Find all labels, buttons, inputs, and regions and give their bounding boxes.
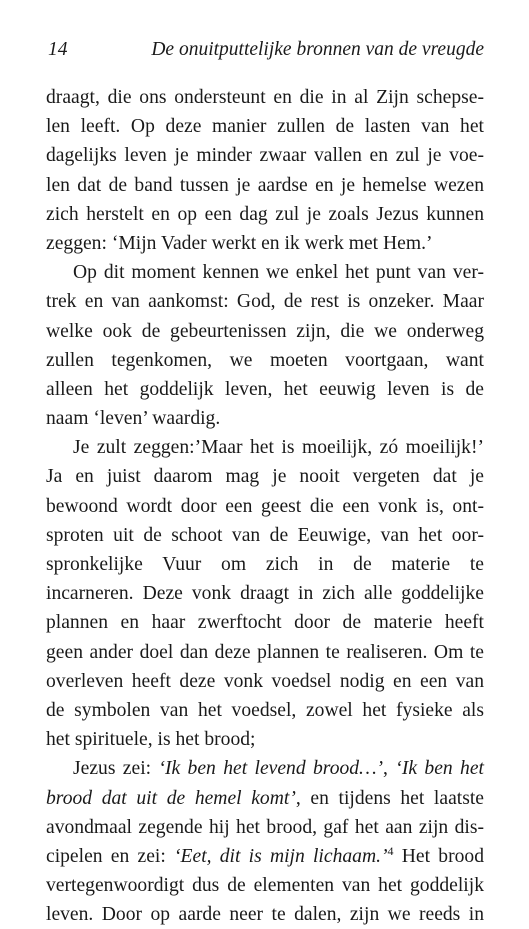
text-run: overleven heeft deze vonk voedsel nodig en een van (46, 670, 484, 692)
text-line (46, 579, 484, 608)
quotation: brood dat uit de hemel komt’ (46, 787, 296, 809)
text-line (46, 521, 484, 550)
text-run: plannen en haar zwerftocht door de materie heeft (46, 612, 484, 634)
text-run: Het brood (393, 845, 484, 867)
text-run: draagt, die ons ondersteunt en die in al Zijn schepse- (46, 87, 484, 108)
quotation: ‘Ik ben het levend brood…’ (158, 758, 384, 780)
running-header (46, 38, 484, 62)
text-line (46, 608, 484, 637)
text-run: trek en van aankomst: God, de rest is onzeker. Maar (46, 291, 484, 313)
text-run: leven. Door op aarde neer te dalen, zijn we reeds in (46, 904, 484, 926)
text-run: geen ander doel dan deze plannen te realiseren. Om te (46, 641, 484, 663)
text-line (46, 638, 484, 667)
text-run: zullen tegenkomen, we moeten voortgaan, want (46, 349, 484, 371)
quotation: ‘Ik ben het (395, 758, 484, 780)
text-line (46, 784, 484, 813)
text-run: avondmaal zegende hij het brood, gaf het aan zijn dis- (46, 816, 484, 838)
text-run: sproten uit de schoot van de Eeuwige, van het oor- (46, 524, 484, 546)
text-line (46, 112, 484, 141)
text-run: dagelijks leven je minder zwaar vallen en zul je voe- (46, 145, 484, 167)
text-line (46, 346, 484, 375)
text-line (46, 433, 484, 462)
text-line (46, 83, 484, 112)
text-run: vertegenwoordigt dus de elementen van het goddelijk (46, 875, 484, 897)
text-run: zich herstelt en op een dag zul je zoals Jezus kunnen (46, 203, 484, 225)
text-line (46, 900, 484, 929)
footnote-marker: 4 (387, 843, 394, 858)
text-run: bewoond wordt door een geest die een vonk is, ont- (46, 495, 484, 517)
text-run: , en tijdens het laatste (295, 787, 484, 809)
text-line (46, 200, 484, 229)
text-run: zeggen: ‘Mijn Vader werkt en ik werk met Hem.’ (46, 232, 433, 254)
text-line (46, 317, 484, 346)
text-run: alleen het goddelijk leven, het eeuwig leven is de (46, 378, 484, 400)
text-run: incarneren. Deze vonk draagt in zich alle goddelijke (46, 583, 484, 605)
text-line (46, 258, 484, 287)
text-line (46, 550, 484, 579)
text-line (46, 404, 484, 433)
text-line (46, 462, 484, 491)
text-run: len dat de band tussen je aardse en je hemelse wezen (46, 174, 484, 196)
text-line (46, 871, 484, 900)
text-line (46, 492, 484, 521)
running-title: De onuitputtelijke bronnen van de vreugde (151, 39, 484, 60)
text-run: Jezus zei: (73, 758, 159, 780)
text-line (46, 171, 484, 200)
text-line (46, 842, 484, 871)
text-line (46, 725, 484, 754)
text-line (46, 375, 484, 404)
text-line (46, 667, 484, 696)
text-run: Je zult zeggen:’Maar het is moeilijk, zó moeilijk!’ (73, 437, 484, 459)
text-line (46, 813, 484, 842)
text-run: Ja en juist daarom mag je nooit vergeten dat je (46, 466, 484, 488)
text-line (46, 141, 484, 170)
text-line (46, 229, 484, 258)
body-text (46, 83, 484, 929)
book-page (46, 38, 484, 929)
text-run: Op dit moment kennen we enkel het punt van ver- (73, 262, 484, 284)
quotation: ‘Eet, dit is mijn lichaam.’ (174, 845, 388, 867)
text-run: de symbolen van het voedsel, zowel het fysieke als (46, 699, 484, 721)
text-run: welke ook de gebeurtenissen zijn, die we onderweg (46, 320, 484, 342)
text-run: naam ‘leven’ waardig. (46, 408, 221, 430)
page-number: 14 (48, 39, 68, 60)
text-run: , (383, 758, 396, 780)
text-run: len leeft. Op deze manier zullen de lasten van het (46, 116, 484, 138)
text-line (46, 287, 484, 316)
text-run: het spirituele, is het brood; (46, 729, 256, 751)
text-line (46, 754, 484, 783)
text-line (46, 696, 484, 725)
text-run: spronkelijke Vuur om zich in de materie te (46, 554, 484, 575)
text-run: cipelen en zei: (46, 845, 174, 867)
